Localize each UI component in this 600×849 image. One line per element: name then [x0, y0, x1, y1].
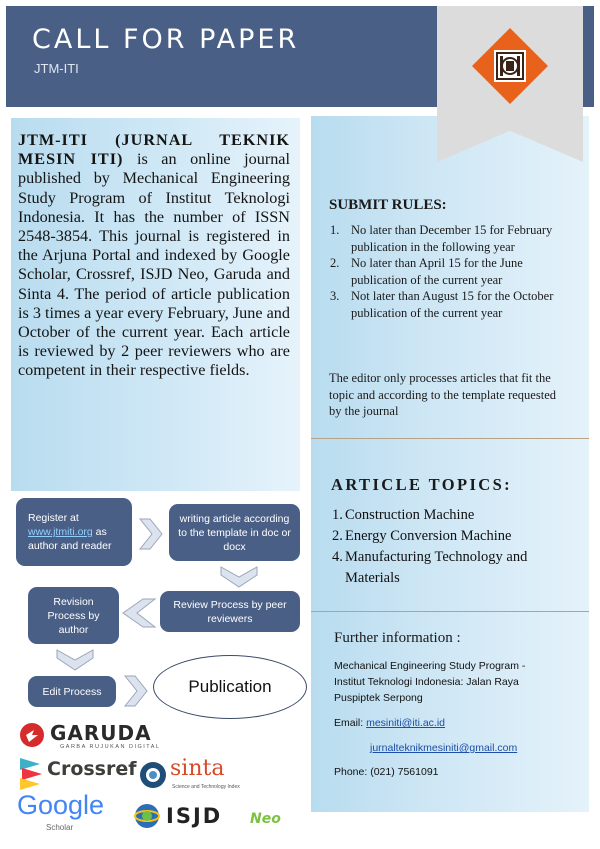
sinta-icon: [138, 760, 168, 790]
email-link-1[interactable]: mesiniti@iti.ac.id: [366, 717, 446, 729]
editor-note: The editor only processes articles that fit the topic and according to the template requested by the journal: [329, 371, 556, 418]
list-item: 1. No later than December 15 for February publication in the following year: [330, 223, 553, 254]
publication-step: Publication: [153, 655, 307, 719]
writing-step: writing article according to the template in doc or docx: [169, 504, 300, 561]
arrow-right-icon: [138, 517, 164, 551]
crossref-icon: [20, 756, 44, 790]
edit-step: Edit Process: [28, 676, 116, 707]
isjd-icon: [132, 802, 162, 830]
divider: [311, 611, 589, 612]
topics-list: [332, 505, 582, 589]
google-scholar-label: Scholar: [46, 823, 74, 832]
phone-number: Phone: (021) 7561091: [334, 766, 439, 778]
email-row: Email: mesiniti@iti.ac.id: [334, 717, 446, 729]
arrow-left-icon: [121, 597, 157, 629]
article-topics-heading: ARTICLE TOPICS:: [331, 475, 513, 494]
address-line: Puspiptek Serpong: [334, 692, 423, 704]
submit-rules-list: [330, 222, 570, 321]
further-info-heading: Further information :: [334, 630, 461, 646]
google-logo: Google: [17, 790, 105, 820]
list-item: 4. Manufacturing Technology and Materials: [332, 549, 528, 586]
isjd-neo-label: Neo: [250, 811, 281, 827]
crossref-logo: Crossref: [47, 758, 137, 780]
list-item: 2. Energy Conversion Machine: [332, 528, 512, 544]
list-item: 1. Construction Machine: [332, 507, 475, 523]
divider: [311, 438, 589, 439]
review-step: Review Process by peer reviewers: [160, 591, 300, 632]
arrow-down-icon: [55, 648, 95, 672]
page-title: CALL FOR PAPER: [32, 24, 300, 55]
address-line: Institut Teknologi Indonesia: Jalan Raya: [334, 676, 519, 688]
list-item: 2. No later than April 15 for the June publication of the current year: [330, 256, 523, 287]
address-line: Mechanical Engineering Study Program -: [334, 660, 526, 672]
garuda-icon: [17, 722, 47, 748]
email-link-2[interactable]: jurnalteknikmesiniti@gmail.com: [370, 742, 518, 754]
revision-step: Revision Process by author: [28, 587, 119, 644]
garuda-tagline: GARBA RUJUKAN DIGITAL: [60, 744, 161, 750]
sinta-tagline: Science and Technology Index: [172, 784, 240, 790]
journal-code: JTM-ITI: [34, 61, 79, 76]
sinta-logo: sinta: [170, 756, 225, 781]
submit-rules-heading: SUBMIT RULES:: [329, 197, 447, 213]
isjd-logo: ISJD: [166, 804, 223, 828]
intro-paragraph: JTM-ITI (JURNAL TEKNIK MESIN ITI) is an online journal published by Mechanical Engineering Study Program of Institut Teknologi Indonesia. It has the number of ISSN 2548-3854. This journal is registered in the Arjuna Portal and indexed by Google Scholar, Crossref, ISJD Neo, Garuda and Sinta 4. The period of article publication is 3 times a year every February, June and October of the current year. Each article is reviewed by 2 peer reviewers who are competent in their respective fields.: [18, 131, 290, 380]
garuda-logo: GARUDA: [50, 721, 152, 745]
list-item: 3. Not later than August 15 for the October publication of the current year: [330, 289, 554, 320]
arrow-down-icon: [219, 565, 259, 589]
right-info-panel: [311, 116, 589, 812]
journal-name: JTM-ITI (JURNAL TEKNIK MESIN ITI): [18, 131, 290, 169]
iti-logo: [472, 28, 548, 104]
register-link[interactable]: www.jtmiti.org: [28, 526, 93, 538]
register-step: Register at www.jtmiti.org as author and reader: [16, 498, 132, 566]
arrow-right-icon: [123, 674, 149, 708]
